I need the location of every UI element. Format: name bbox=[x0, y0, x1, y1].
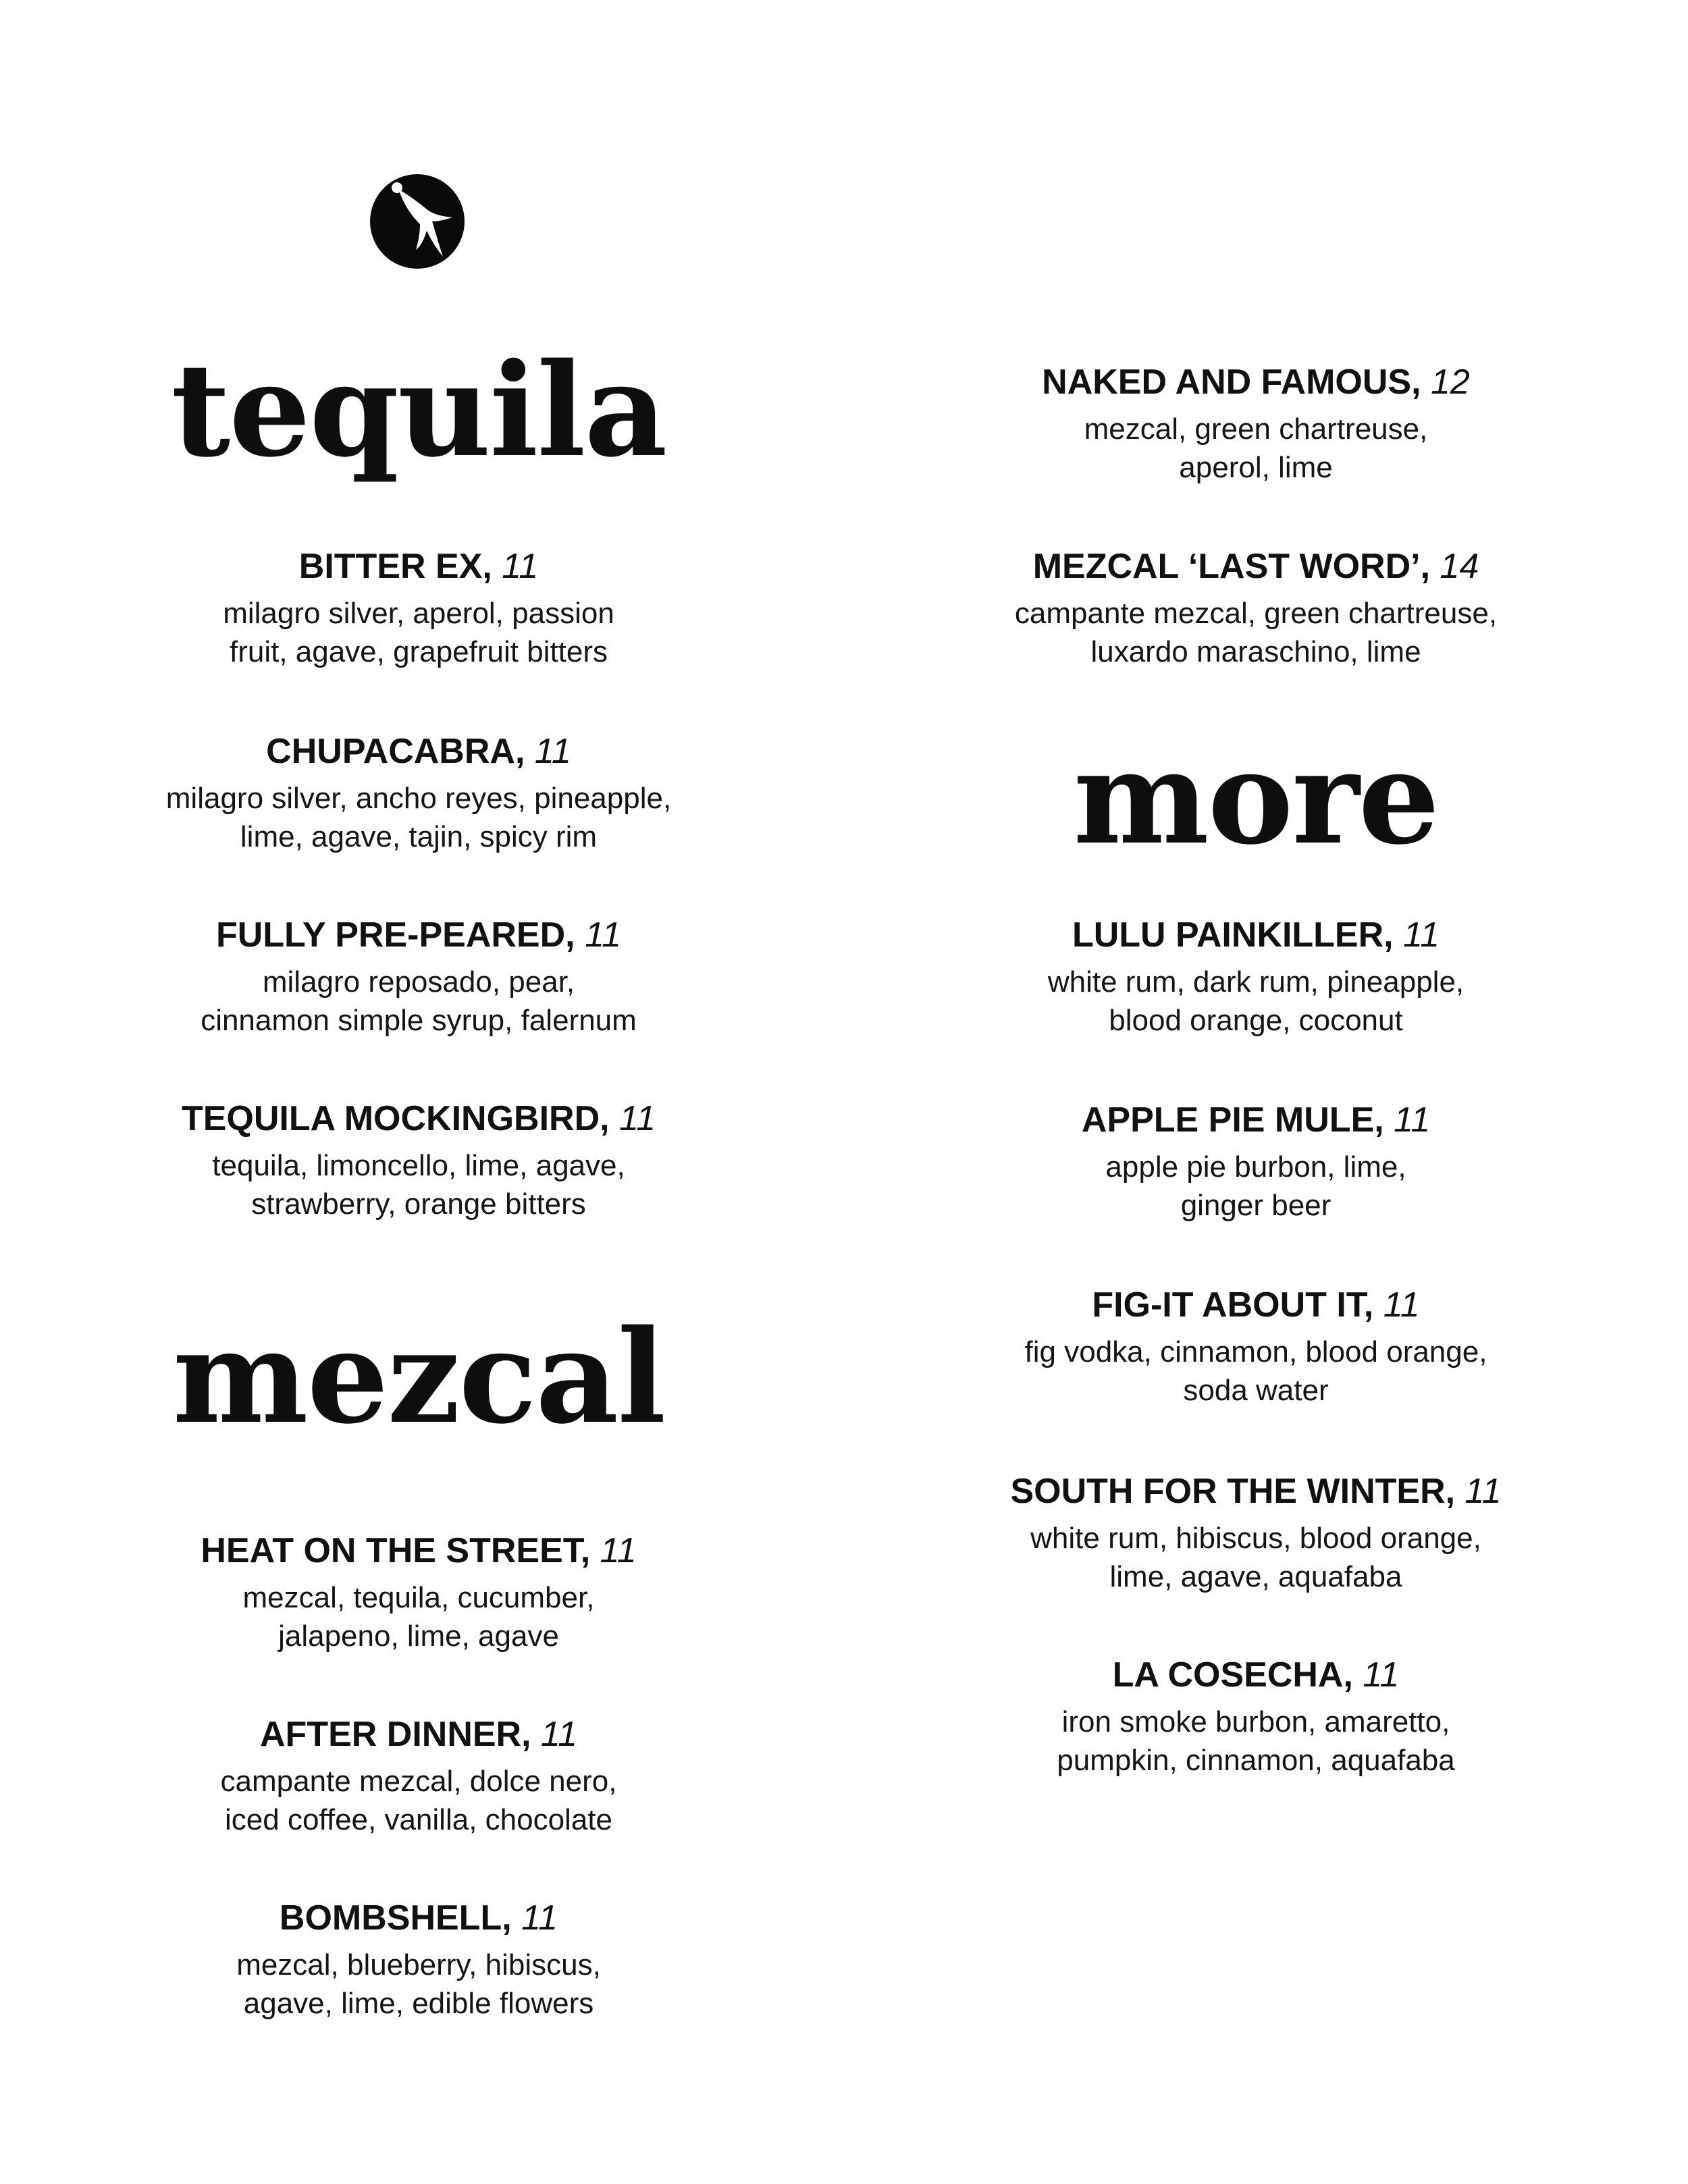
item-description bbox=[952, 594, 1560, 671]
menu-item bbox=[115, 1897, 722, 2023]
item-heading bbox=[115, 1098, 722, 1140]
menu-item bbox=[952, 914, 1560, 1040]
item-description bbox=[952, 1333, 1560, 1410]
item-desc-line: ginger beer bbox=[1180, 1189, 1331, 1222]
item-desc-line: aperol, lime bbox=[1179, 451, 1333, 484]
item-name: BOMBSHELL, bbox=[279, 1898, 512, 1938]
item-heading bbox=[115, 730, 722, 772]
item-desc-line: jalapeno, lime, agave bbox=[278, 1620, 559, 1653]
item-name: FIG-IT ABOUT IT, bbox=[1092, 1285, 1374, 1325]
item-price: 11 bbox=[585, 915, 622, 955]
item-desc-line: milagro silver, ancho reyes, pineapple, bbox=[165, 782, 672, 815]
menu-item bbox=[952, 1654, 1560, 1780]
item-desc-line: iced coffee, vanilla, chocolate bbox=[225, 1803, 612, 1836]
item-heading bbox=[952, 914, 1560, 956]
menu-item bbox=[952, 361, 1560, 487]
menu-item bbox=[115, 914, 722, 1040]
item-desc-line: strawberry, orange bitters bbox=[251, 1188, 586, 1221]
section-title-mezcal: mezcal bbox=[172, 1302, 665, 1452]
item-name: MEZCAL ‘LAST WORD’, bbox=[1032, 547, 1431, 586]
section-title-more: more bbox=[1073, 722, 1439, 873]
item-description bbox=[115, 1946, 722, 2023]
item-name: NAKED AND FAMOUS, bbox=[1042, 363, 1421, 402]
menu-item bbox=[952, 1099, 1560, 1225]
item-price: 11 bbox=[521, 1898, 558, 1938]
item-description bbox=[952, 1148, 1560, 1225]
item-desc-line: white rum, hibiscus, blood orange, bbox=[1030, 1522, 1481, 1555]
menu-item bbox=[952, 1284, 1560, 1410]
item-desc-line: cinnamon simple syrup, falernum bbox=[201, 1004, 637, 1037]
item-desc-line: iron smoke burbon, amaretto, bbox=[1061, 1705, 1450, 1738]
item-heading bbox=[952, 1470, 1560, 1512]
item-price: 11 bbox=[1403, 915, 1440, 955]
item-heading bbox=[115, 914, 722, 956]
item-description bbox=[115, 1762, 722, 1839]
item-name: LULU PAINKILLER, bbox=[1072, 915, 1394, 955]
item-desc-line: tequila, limoncello, lime, agave, bbox=[212, 1149, 625, 1182]
item-name: AFTER DINNER, bbox=[260, 1715, 531, 1754]
item-desc-line: mezcal, tequila, cucumber, bbox=[242, 1581, 595, 1614]
item-heading bbox=[952, 1654, 1560, 1696]
item-heading bbox=[115, 545, 722, 587]
menu-item bbox=[115, 1098, 722, 1223]
item-heading bbox=[115, 1713, 722, 1755]
item-desc-line: milagro silver, aperol, passion bbox=[223, 597, 614, 630]
item-price: 12 bbox=[1431, 363, 1470, 402]
item-desc-line: soda water bbox=[1183, 1374, 1329, 1407]
item-price: 11 bbox=[1383, 1285, 1420, 1325]
item-description bbox=[952, 1519, 1560, 1596]
item-name: FULLY PRE-PEARED, bbox=[215, 915, 575, 955]
item-price: 11 bbox=[534, 732, 571, 771]
item-description bbox=[115, 963, 722, 1040]
item-desc-line: milagro reposado, pear, bbox=[262, 965, 575, 998]
item-desc-line: fruit, agave, grapefruit bitters bbox=[229, 635, 608, 668]
item-description bbox=[952, 963, 1560, 1040]
item-price: 11 bbox=[619, 1099, 656, 1138]
item-price: 11 bbox=[600, 1531, 637, 1570]
item-heading bbox=[952, 1099, 1560, 1141]
item-description bbox=[115, 594, 722, 671]
item-desc-line: lime, agave, tajin, spicy rim bbox=[240, 820, 598, 853]
item-description bbox=[115, 779, 722, 856]
moon-figure-logo-icon bbox=[370, 174, 465, 269]
item-price: 11 bbox=[1465, 1472, 1502, 1511]
item-desc-line: fig vodka, cinnamon, blood orange, bbox=[1024, 1335, 1487, 1368]
section-title-tequila: tequila bbox=[171, 335, 666, 485]
item-name: BITTER EX, bbox=[298, 547, 492, 586]
item-description bbox=[952, 1703, 1560, 1780]
item-name: APPLE PIE MULE, bbox=[1081, 1100, 1384, 1140]
item-price: 14 bbox=[1440, 547, 1479, 586]
item-heading bbox=[952, 361, 1560, 403]
item-heading bbox=[952, 1284, 1560, 1326]
item-price: 11 bbox=[541, 1715, 577, 1754]
item-desc-line: pumpkin, cinnamon, aquafaba bbox=[1057, 1744, 1455, 1777]
item-name: SOUTH FOR THE WINTER, bbox=[1010, 1472, 1456, 1511]
menu-item bbox=[952, 1470, 1560, 1596]
item-price: 11 bbox=[1363, 1655, 1400, 1695]
item-desc-line: mezcal, green chartreuse, bbox=[1084, 412, 1428, 446]
item-description bbox=[952, 410, 1560, 487]
item-desc-line: mezcal, blueberry, hibiscus, bbox=[236, 1948, 601, 1981]
item-desc-line: campante mezcal, green chartreuse, bbox=[1014, 597, 1498, 630]
item-price: 11 bbox=[1394, 1100, 1431, 1140]
item-name: CHUPACABRA, bbox=[266, 732, 525, 771]
menu-item bbox=[952, 545, 1560, 671]
item-name: LA COSECHA, bbox=[1112, 1655, 1353, 1695]
item-desc-line: campante mezcal, dolce nero, bbox=[220, 1765, 617, 1798]
item-heading bbox=[115, 1530, 722, 1572]
item-description bbox=[115, 1578, 722, 1655]
menu-item bbox=[115, 545, 722, 671]
item-description bbox=[115, 1146, 722, 1223]
item-desc-line: apple pie burbon, lime, bbox=[1105, 1150, 1406, 1183]
item-desc-line: luxardo maraschino, lime bbox=[1090, 635, 1421, 668]
item-heading bbox=[952, 545, 1560, 587]
item-heading bbox=[115, 1897, 722, 1939]
item-desc-line: white rum, dark rum, pineapple, bbox=[1047, 965, 1465, 998]
item-desc-line: lime, agave, aquafaba bbox=[1109, 1560, 1402, 1593]
menu-item bbox=[115, 1713, 722, 1839]
item-name: TEQUILA MOCKINGBIRD, bbox=[181, 1099, 610, 1138]
item-desc-line: blood orange, coconut bbox=[1109, 1004, 1403, 1037]
item-name: HEAT ON THE STREET, bbox=[201, 1531, 591, 1570]
item-desc-line: agave, lime, edible flowers bbox=[243, 1987, 594, 2020]
menu-item bbox=[115, 730, 722, 856]
item-price: 11 bbox=[502, 547, 539, 586]
menu-item bbox=[115, 1530, 722, 1655]
